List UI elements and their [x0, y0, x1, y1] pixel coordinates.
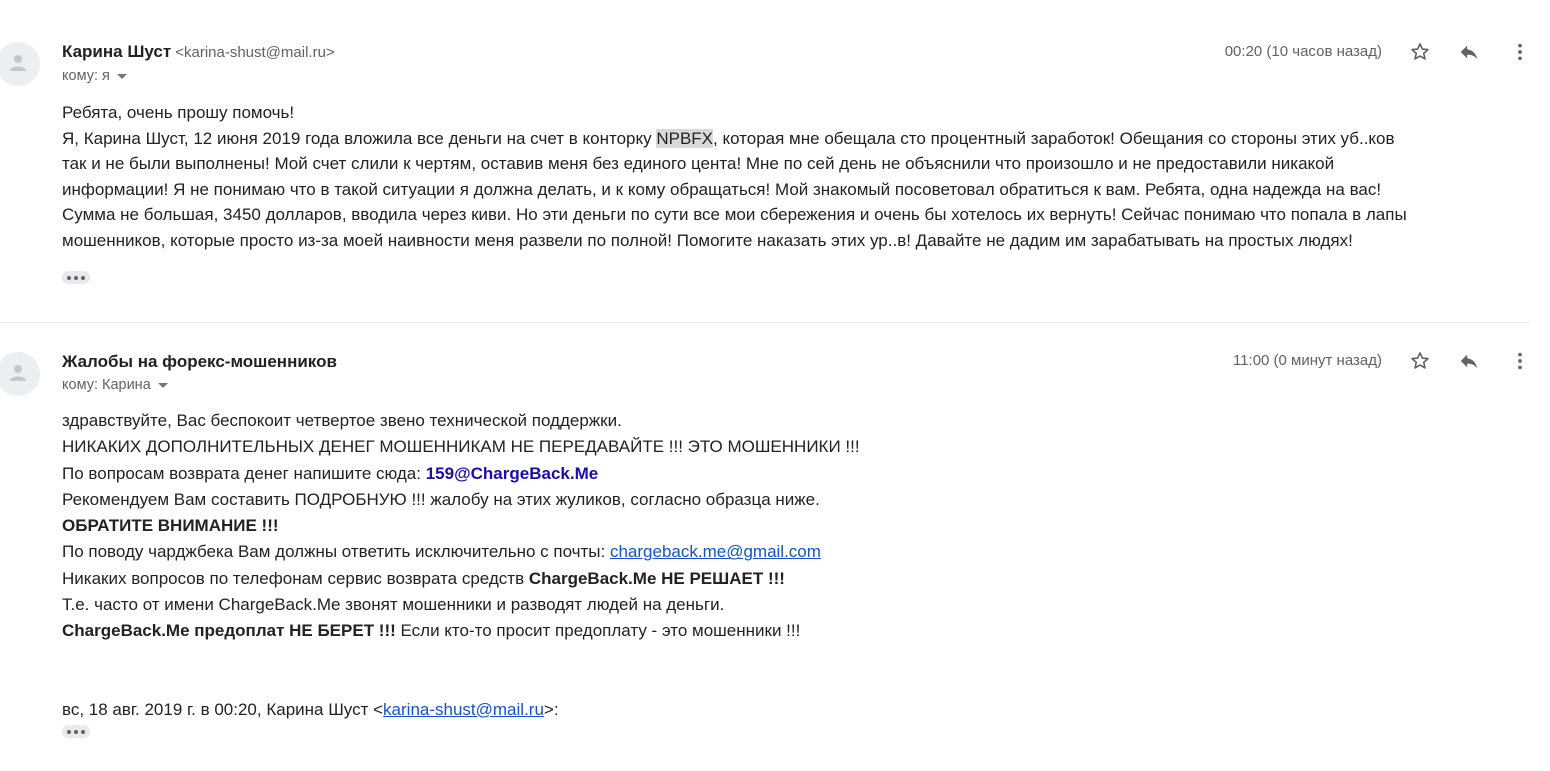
body-line: информации! Я не понимаю что в такой ситуации я должна делать, и к кому обращаться! Мой знакомый посоветовал обратиться к вам. Ребята, одна надежда на вас!	[62, 179, 1382, 199]
body-text: Я, Карина Шуст, 12 июня 2019 года вложила все деньги на счет в конторку	[62, 128, 657, 148]
body-line: Т.е. часто от имени ChargeBack.Me звонят мошенники и разводят людей на деньги.	[62, 595, 725, 615]
person-icon	[0, 352, 40, 396]
reply-icon	[1458, 350, 1480, 372]
reply-icon	[1458, 41, 1480, 63]
spacer	[62, 671, 1520, 697]
message-body	[62, 408, 1520, 723]
star-button[interactable]	[1406, 38, 1434, 66]
quoted-sender-email-link[interactable]: karina-shust@mail.ru	[383, 699, 544, 719]
chargeback-email-link[interactable]: chargeback.me@gmail.com	[609, 542, 821, 562]
body-text-bold: ChargeBack.Me НЕ РЕШАЕТ !!!	[528, 568, 785, 588]
body-line: так и не были выполнены! Мой счет слили к чертям, оставив меня без единого цента! Мне по сей день не объяснили что произошло и не предоставили никакой	[62, 154, 1335, 173]
recipient-label: кому: Карина	[62, 377, 151, 393]
reply-button[interactable]	[1455, 38, 1483, 66]
chevron-down-icon[interactable]	[158, 383, 168, 388]
message-body	[62, 100, 1520, 253]
sender-avatar	[0, 352, 40, 396]
body-line	[62, 461, 1520, 487]
sender[interactable]	[62, 42, 335, 62]
message-timestamp: 00:20 (10 часов назад)	[1224, 43, 1382, 60]
body-text: Никаких вопросов по телефонам сервис возврата средств	[62, 568, 529, 588]
body-line	[62, 539, 1520, 565]
star-icon	[1409, 41, 1431, 63]
body-line: НИКАКИХ ДОПОЛНИТЕЛЬНЫХ ДЕНЕГ МОШЕННИКАМ НЕ ПЕРЕДАВАЙТЕ !!! ЭТО МОШЕННИКИ !!!	[62, 437, 860, 457]
body-text-bold: ChargeBack.Me предоплат НЕ БЕРЕТ !!!	[62, 621, 396, 641]
spacer	[62, 645, 1520, 671]
body-line	[62, 513, 1520, 539]
star-icon	[1409, 350, 1431, 372]
more-options-button[interactable]	[1506, 38, 1534, 66]
more-vert-icon	[1509, 41, 1531, 63]
email-message-2	[0, 323, 1530, 771]
body-text: вс, 18 авг. 2019 г. в 00:20, Карина Шуст <	[62, 699, 384, 719]
highlighted-term: NPBFX	[656, 128, 714, 148]
body-line	[62, 566, 1520, 592]
sender[interactable]	[62, 352, 337, 372]
body-line: Сумма не большая, 3450 долларов, вводила через киви. Но эти деньги по сути все мои сбережения и очень бы хотелось их вернуть! Сейчас понимаю что попала в лапы	[62, 205, 1407, 224]
body-line: Ребята, очень прошу помочь!	[62, 103, 295, 122]
body-text: Если кто-то просит предоплату - это мошенники !!!	[395, 621, 801, 641]
body-line: Рекомендуем Вам составить ПОДРОБНУЮ !!! жалобу на этих жуликов, согласно образца ниже.	[62, 489, 820, 509]
more-vert-icon	[1509, 350, 1531, 372]
body-line: здравствуйте, Вас беспокоит четвертое звено технической поддержки.	[62, 411, 622, 430]
recipient-details[interactable]	[62, 377, 168, 393]
body-text: По поводу чарджбека Вам должны ответить исключительно с почты:	[62, 542, 610, 562]
recipient-details[interactable]	[62, 68, 127, 84]
sender-email: <karina-shust@mail.ru>	[175, 44, 335, 61]
ellipsis-icon	[67, 276, 85, 280]
reply-button[interactable]	[1455, 347, 1483, 375]
quote-header	[62, 697, 1520, 723]
recipient-label: кому: я	[62, 68, 110, 84]
body-line: мошенников, которые просто из-за моей наивности меня развели по полной! Помогите наказать этих ур..в! Давайте не дадим им зарабатывать на простых людях!	[62, 230, 1353, 250]
chevron-down-icon[interactable]	[117, 74, 127, 79]
body-text: >:	[543, 699, 559, 719]
body-text: , которая мне обещала сто процентный заработок! Обещания со стороны этих уб..ков	[713, 128, 1395, 148]
support-email-link[interactable]: 159@ChargeBack.Me	[425, 463, 599, 483]
show-trimmed-content-button[interactable]	[62, 725, 90, 738]
ellipsis-icon	[67, 730, 85, 734]
email-message-1	[0, 0, 1530, 323]
more-options-button[interactable]	[1506, 347, 1534, 375]
star-button[interactable]	[1406, 347, 1434, 375]
show-trimmed-content-button[interactable]	[62, 271, 90, 284]
sender-avatar	[0, 42, 40, 86]
sender-name[interactable]: Жалобы на форекс-мошенников	[62, 352, 337, 371]
body-text: По вопросам возврата денег напишите сюда:	[62, 463, 426, 483]
body-line	[62, 126, 1520, 152]
sender-name[interactable]: Карина Шуст	[62, 42, 172, 61]
body-text-bold: ОБРАТИТЕ ВНИМАНИЕ !!!	[62, 516, 279, 536]
person-icon	[0, 42, 40, 86]
body-line	[62, 618, 1520, 644]
message-timestamp: 11:00 (0 минут назад)	[1232, 352, 1382, 369]
